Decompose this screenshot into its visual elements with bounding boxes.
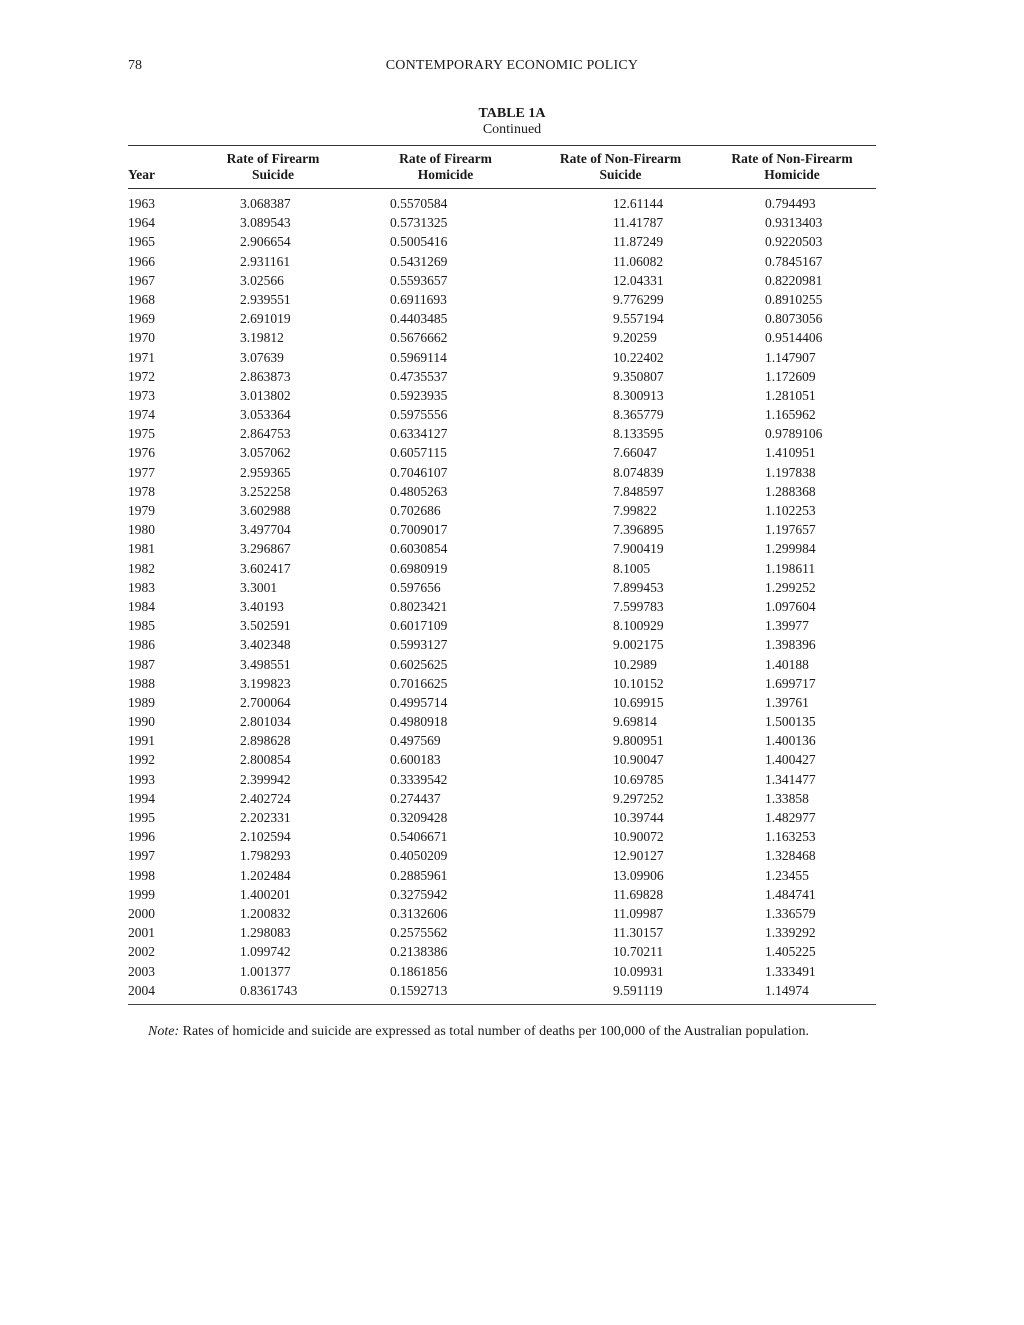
header-nonfirearm-suicide [533,151,708,183]
cell-year: 1976 [128,445,155,461]
cell-nonfirearm-suicide: 9.002175 [613,637,664,653]
cell-year: 1963 [128,196,155,211]
table-row [128,252,876,271]
cell-nonfirearm-homicide: 0.8910255 [765,291,823,307]
cell-nonfirearm-suicide: 7.599783 [613,598,664,614]
cell-firearm-suicide: 1.798293 [240,848,291,864]
table-row [128,750,876,769]
cell-firearm-homicide: 0.3209428 [390,810,448,825]
cell-firearm-suicide: 2.906654 [240,234,291,250]
cell-firearm-homicide: 0.6980919 [390,560,448,576]
cell-firearm-suicide: 1.200832 [240,905,291,921]
cell-nonfirearm-homicide: 1.281051 [765,387,816,403]
cell-firearm-homicide: 0.5731325 [390,215,448,231]
cell-year: 1989 [128,694,155,710]
cell-nonfirearm-suicide: 9.591119 [613,982,663,998]
cell-firearm-suicide: 2.691019 [240,311,291,327]
cell-year: 1985 [128,618,155,634]
cell-firearm-homicide: 0.6030854 [390,541,448,557]
cell-nonfirearm-homicide: 1.699717 [765,675,816,691]
header-year: Year [128,167,155,182]
table-row [128,789,876,808]
cell-firearm-homicide: 0.7046107 [390,464,448,480]
cell-nonfirearm-homicide: 0.8220981 [765,272,823,288]
cell-firearm-suicide: 3.252258 [240,483,291,499]
cell-nonfirearm-suicide: 8.300913 [613,387,664,403]
cell-firearm-homicide: 0.4995714 [390,694,448,710]
cell-nonfirearm-suicide: 8.074839 [613,464,664,480]
table-header-row [128,146,876,188]
cell-nonfirearm-suicide: 8.133595 [613,426,664,442]
table-row [128,501,876,520]
cell-nonfirearm-suicide: 7.848597 [613,483,664,499]
cell-firearm-suicide: 2.102594 [240,829,291,845]
cell-year: 1964 [128,215,155,231]
cell-firearm-homicide: 0.7016625 [390,675,448,691]
cell-firearm-suicide: 3.602417 [240,560,291,576]
cell-firearm-suicide: 2.863873 [240,368,291,384]
cell-nonfirearm-suicide: 7.66047 [613,445,657,461]
cell-year: 1968 [128,291,155,307]
cell-year: 1986 [128,637,155,653]
cell-firearm-suicide: 3.199823 [240,675,291,691]
table-row [128,731,876,750]
cell-firearm-homicide: 0.5593657 [390,272,448,288]
table-subtitle: Continued [482,122,542,137]
cell-year: 1982 [128,560,155,576]
cell-nonfirearm-homicide: 1.23455 [765,867,809,883]
cell-year: 1998 [128,867,155,883]
cell-nonfirearm-homicide: 1.288368 [765,483,816,499]
table-row [128,271,876,290]
header-line: Suicide [251,167,294,182]
page-number: 78 [128,58,142,73]
cell-firearm-homicide: 0.4050209 [390,848,448,864]
table-row [128,328,876,347]
cell-firearm-homicide: 0.5969114 [390,349,447,365]
cell-year: 1969 [128,311,155,327]
cell-nonfirearm-homicide: 0.8073056 [765,311,823,327]
cell-firearm-suicide: 2.864753 [240,426,291,442]
table-row [128,942,876,961]
cell-nonfirearm-homicide: 1.398396 [765,637,816,653]
cell-nonfirearm-homicide: 1.197838 [765,464,816,480]
cell-nonfirearm-suicide: 7.899453 [613,579,664,595]
table-row [128,213,876,232]
cell-firearm-homicide: 0.6057115 [390,445,447,461]
cell-nonfirearm-suicide: 10.90047 [613,752,664,768]
table-row [128,520,876,539]
table-row [128,290,876,309]
cell-year: 1977 [128,464,155,480]
cell-firearm-homicide: 0.8023421 [390,598,448,614]
cell-nonfirearm-homicide: 1.336579 [765,905,816,921]
running-head: CONTEMPORARY ECONOMIC POLICY [385,58,639,73]
cell-firearm-homicide: 0.497569 [390,733,441,749]
cell-nonfirearm-suicide: 8.365779 [613,407,664,423]
cell-nonfirearm-homicide: 1.299252 [765,579,816,595]
cell-firearm-suicide: 1.298083 [240,925,291,941]
cell-firearm-homicide: 0.5975556 [390,407,448,423]
cell-firearm-homicide: 0.5406671 [390,829,448,845]
cell-nonfirearm-suicide: 10.2989 [613,656,657,672]
cell-firearm-suicide: 3.602988 [240,503,291,518]
cell-firearm-homicide: 0.702686 [390,503,441,518]
cell-year: 1970 [128,330,155,346]
cell-firearm-suicide: 3.057062 [240,445,291,461]
cell-firearm-homicide: 0.5993127 [390,637,448,653]
cell-nonfirearm-suicide: 11.30157 [613,925,664,941]
cell-nonfirearm-homicide: 1.172609 [765,368,816,384]
cell-nonfirearm-suicide: 10.22402 [613,349,664,365]
cell-firearm-suicide: 2.800854 [240,752,291,768]
cell-firearm-suicide: 2.898628 [240,733,291,749]
cell-firearm-homicide: 0.5570584 [390,196,448,211]
cell-firearm-suicide: 2.959365 [240,464,291,480]
cell-firearm-suicide: 2.801034 [240,714,291,730]
cell-year: 1965 [128,234,155,250]
cell-year: 1995 [128,810,155,825]
cell-nonfirearm-homicide: 1.40188 [765,656,809,672]
note-label: Note: [148,1024,180,1039]
cell-firearm-homicide: 0.5431269 [390,253,448,269]
table-row [128,597,876,616]
cell-year: 1988 [128,675,155,691]
cell-firearm-homicide: 0.4980918 [390,714,448,730]
cell-year: 1999 [128,886,155,902]
cell-nonfirearm-homicide: 1.147907 [765,349,816,365]
cell-nonfirearm-homicide: 1.339292 [765,925,816,941]
cell-firearm-suicide: 3.07639 [240,349,284,365]
cell-nonfirearm-homicide: 1.482977 [765,810,816,825]
cell-year: 1972 [128,368,155,384]
cell-nonfirearm-suicide: 10.90072 [613,829,664,845]
cell-firearm-homicide: 0.3132606 [390,905,448,921]
cell-firearm-suicide: 1.400201 [240,886,291,902]
cell-firearm-suicide: 2.202331 [240,810,291,825]
cell-year: 1973 [128,387,155,403]
header-line: Rate of Firearm [399,151,492,166]
cell-firearm-suicide: 2.399942 [240,771,291,787]
cell-firearm-homicide: 0.6334127 [390,426,448,442]
cell-nonfirearm-suicide: 7.900419 [613,541,664,557]
cell-nonfirearm-homicide: 1.165962 [765,407,816,423]
cell-firearm-suicide: 2.700064 [240,694,291,710]
cell-nonfirearm-homicide: 1.405225 [765,944,816,960]
table-row [128,367,876,386]
cell-nonfirearm-homicide: 1.097604 [765,598,816,614]
cell-nonfirearm-suicide: 13.09906 [613,867,664,883]
cell-nonfirearm-homicide: 1.102253 [765,503,816,518]
cell-nonfirearm-suicide: 8.1005 [613,560,651,576]
cell-year: 1974 [128,407,155,423]
table-row [128,866,876,885]
table-body [128,189,876,1000]
cell-firearm-suicide: 3.053364 [240,407,291,423]
cell-nonfirearm-homicide: 1.39761 [765,694,809,710]
cell-nonfirearm-suicide: 9.297252 [613,790,664,806]
cell-nonfirearm-homicide: 1.400136 [765,733,816,749]
cell-year: 1987 [128,656,155,672]
table-row [128,827,876,846]
cell-nonfirearm-suicide: 10.39744 [613,810,664,825]
cell-firearm-homicide: 0.274437 [390,790,441,806]
cell-nonfirearm-homicide: 1.163253 [765,829,816,845]
cell-year: 2003 [128,963,155,979]
cell-firearm-homicide: 0.6025625 [390,656,448,672]
table-row [128,923,876,942]
cell-firearm-suicide: 1.001377 [240,963,291,979]
cell-firearm-suicide: 1.202484 [240,867,291,883]
cell-year: 1975 [128,426,155,442]
cell-nonfirearm-homicide: 1.14974 [765,982,809,998]
table-caption [0,106,1024,138]
cell-year: 1992 [128,752,155,768]
cell-year: 1994 [128,790,155,806]
table-row [128,635,876,654]
cell-year: 1983 [128,579,155,595]
cell-nonfirearm-suicide: 9.20259 [613,330,657,346]
table-row [128,616,876,635]
cell-year: 1967 [128,272,155,288]
cell-nonfirearm-homicide: 1.299984 [765,541,816,557]
cell-nonfirearm-homicide: 1.33858 [765,790,809,806]
cell-firearm-homicide: 0.3339542 [390,771,448,787]
data-table [128,145,876,1005]
cell-nonfirearm-suicide: 10.69915 [613,694,664,710]
cell-year: 2004 [128,982,155,998]
table-row [128,424,876,443]
cell-nonfirearm-homicide: 0.794493 [765,196,816,211]
cell-firearm-suicide: 1.099742 [240,944,291,960]
cell-year: 1993 [128,771,155,787]
table-row [128,808,876,827]
cell-firearm-suicide: 3.089543 [240,215,291,231]
cell-year: 1991 [128,733,155,749]
cell-firearm-suicide: 2.931161 [240,253,291,269]
cell-nonfirearm-homicide: 1.333491 [765,963,816,979]
cell-firearm-suicide: 0.8361743 [240,982,298,998]
cell-year: 1978 [128,483,155,499]
cell-year: 1984 [128,598,155,614]
cell-year: 2000 [128,905,155,921]
cell-year: 1990 [128,714,155,730]
table-row [128,712,876,731]
cell-firearm-homicide: 0.5005416 [390,234,448,250]
table-row [128,885,876,904]
cell-firearm-homicide: 0.1592713 [390,982,448,998]
cell-nonfirearm-homicide: 1.198611 [765,560,816,576]
cell-firearm-suicide: 2.939551 [240,291,291,307]
cell-year: 1980 [128,522,155,538]
table-row [128,655,876,674]
table-row [128,405,876,424]
cell-firearm-homicide: 0.2575562 [390,925,448,941]
cell-firearm-homicide: 0.4735537 [390,368,448,384]
cell-nonfirearm-suicide: 7.396895 [613,522,664,538]
cell-year: 2001 [128,925,155,941]
cell-firearm-homicide: 0.3275942 [390,886,448,902]
cell-nonfirearm-homicide: 1.328468 [765,848,816,864]
cell-firearm-homicide: 0.2885961 [390,867,448,883]
cell-year: 2002 [128,944,155,960]
cell-nonfirearm-suicide: 10.69785 [613,771,664,787]
cell-firearm-homicide: 0.4805263 [390,483,448,499]
table-row [128,693,876,712]
cell-nonfirearm-homicide: 1.500135 [765,714,816,730]
cell-firearm-suicide: 3.502591 [240,618,291,634]
cell-firearm-suicide: 3.498551 [240,656,291,672]
cell-firearm-suicide: 3.3001 [240,579,278,595]
cell-nonfirearm-suicide: 11.09987 [613,905,664,921]
table-row [128,482,876,501]
cell-nonfirearm-homicide: 0.7845167 [765,253,823,269]
cell-nonfirearm-suicide: 9.69814 [613,714,657,730]
cell-firearm-homicide: 0.4403485 [390,311,448,327]
cell-nonfirearm-homicide: 1.39977 [765,618,809,634]
cell-nonfirearm-suicide: 9.350807 [613,368,664,384]
header-firearm-homicide [358,151,533,183]
cell-nonfirearm-suicide: 11.41787 [613,215,664,231]
cell-nonfirearm-suicide: 7.99822 [613,503,657,518]
header-line: Suicide [599,167,642,182]
cell-firearm-suicide: 3.40193 [240,598,284,614]
cell-firearm-homicide: 0.5676662 [390,330,448,346]
cell-firearm-homicide: 0.7009017 [390,522,448,538]
cell-nonfirearm-suicide: 11.87249 [613,234,664,250]
table-row [128,386,876,405]
cell-nonfirearm-homicide: 1.410951 [765,445,816,461]
cell-nonfirearm-suicide: 12.04331 [613,272,664,288]
cell-nonfirearm-suicide: 10.10152 [613,675,664,691]
table-title: TABLE 1A [478,106,546,121]
cell-year: 1979 [128,503,155,518]
table-bottom-rule [128,1004,876,1005]
cell-nonfirearm-homicide: 1.484741 [765,886,816,902]
cell-firearm-homicide: 0.597656 [390,579,441,595]
table-row [128,194,876,213]
header-firearm-suicide [188,151,358,183]
cell-firearm-homicide: 0.5923935 [390,387,448,403]
table-row [128,309,876,328]
cell-firearm-suicide: 3.296867 [240,541,291,557]
cell-nonfirearm-homicide: 0.9514406 [765,330,823,346]
cell-year: 1997 [128,848,155,864]
header-line: Rate of Non-Firearm [559,151,682,166]
table-row [128,232,876,251]
cell-nonfirearm-homicide: 1.400427 [765,752,816,768]
cell-firearm-suicide: 3.013802 [240,387,291,403]
table-row [128,904,876,923]
cell-firearm-suicide: 3.02566 [240,272,284,288]
table-row [128,348,876,367]
table-row [128,463,876,482]
table-row [128,559,876,578]
cell-nonfirearm-suicide: 9.800951 [613,733,664,749]
cell-firearm-homicide: 0.2138386 [390,944,448,960]
cell-nonfirearm-suicide: 9.776299 [613,291,664,307]
table-row [128,846,876,865]
header-line: Homicide [417,167,474,182]
table-row [128,981,876,1000]
cell-nonfirearm-suicide: 12.61144 [613,196,664,211]
cell-year: 1966 [128,253,155,269]
cell-nonfirearm-suicide: 9.557194 [613,311,664,327]
table-row [128,578,876,597]
table-row [128,962,876,981]
cell-firearm-suicide: 2.402724 [240,790,291,806]
cell-firearm-homicide: 0.6017109 [390,618,448,634]
cell-year: 1971 [128,349,155,365]
cell-nonfirearm-homicide: 0.9313403 [765,215,823,231]
cell-nonfirearm-suicide: 8.100929 [613,618,664,634]
cell-nonfirearm-suicide: 10.70211 [613,944,664,960]
table-row [128,539,876,558]
cell-nonfirearm-homicide: 0.9220503 [765,234,823,250]
cell-nonfirearm-suicide: 11.69828 [613,886,664,902]
header-line: Rate of Firearm [226,151,320,166]
cell-year: 1981 [128,541,155,557]
cell-year: 1996 [128,829,155,845]
header-nonfirearm-homicide [708,151,876,183]
header-line: Homicide [764,167,820,182]
table-row [128,770,876,789]
cell-firearm-suicide: 3.068387 [240,196,291,211]
cell-firearm-homicide: 0.600183 [390,752,441,768]
cell-firearm-homicide: 0.6911693 [390,291,447,307]
note-text: Rates of homicide and suicide are expressed as total number of deaths per 100,000 of the Australian population. [179,1024,809,1039]
cell-nonfirearm-suicide: 10.09931 [613,963,664,979]
cell-nonfirearm-homicide: 0.9789106 [765,426,823,442]
cell-nonfirearm-suicide: 12.90127 [613,848,664,864]
cell-nonfirearm-homicide: 1.341477 [765,771,816,787]
table-row [128,674,876,693]
cell-nonfirearm-homicide: 1.197657 [765,522,816,538]
cell-nonfirearm-suicide: 11.06082 [613,253,664,269]
cell-firearm-homicide: 0.1861856 [390,963,448,979]
cell-firearm-suicide: 3.19812 [240,330,284,346]
cell-firearm-suicide: 3.402348 [240,637,291,653]
table-row [128,443,876,462]
cell-firearm-suicide: 3.497704 [240,522,291,538]
header-line: Rate of Non-Firearm [731,151,853,166]
table-note [148,1024,809,1040]
